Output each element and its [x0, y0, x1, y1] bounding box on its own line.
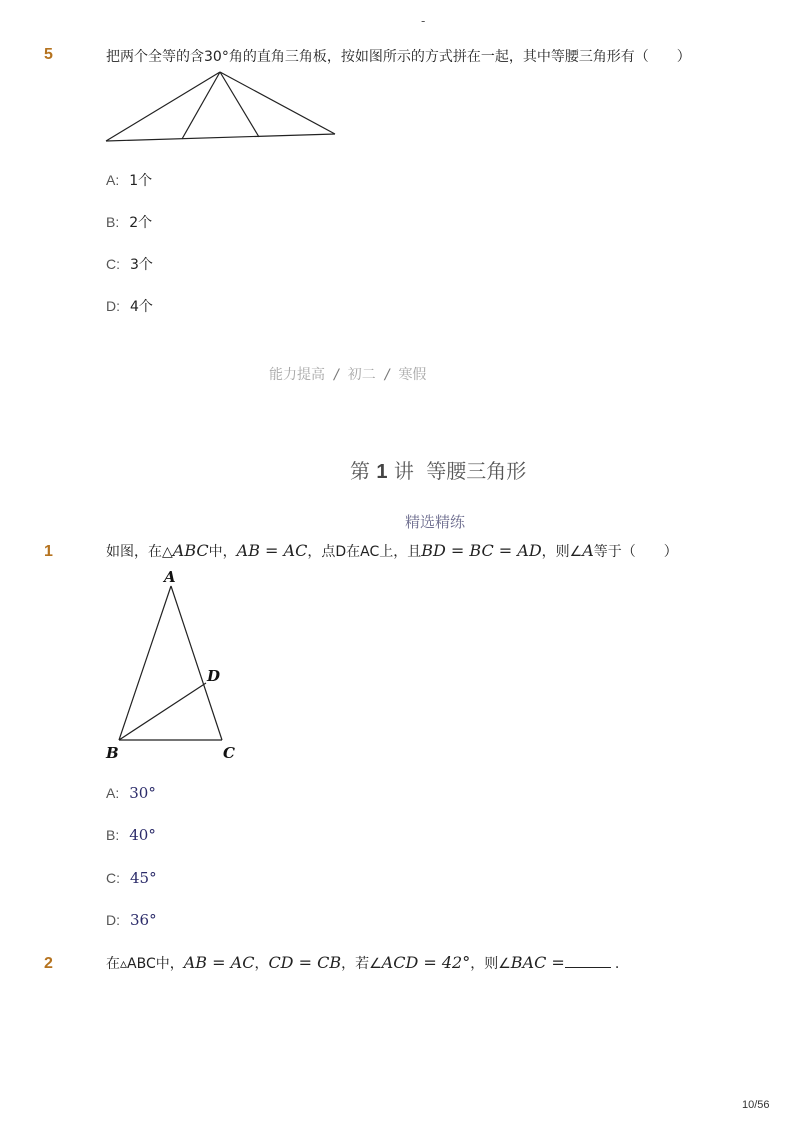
- vertex-label-c: C: [223, 744, 235, 762]
- question-text: [106, 953, 619, 973]
- option-d[interactable]: [106, 911, 157, 929]
- page-number: 10/56: [742, 1099, 770, 1111]
- course-tag-level: 能力提高: [269, 367, 325, 383]
- math-expression: A: [582, 541, 594, 560]
- text-fragment: ，若∠: [341, 956, 382, 972]
- course-tag-grade: 初二: [347, 367, 376, 383]
- lecture-heading: [350, 455, 526, 484]
- text-fragment: 中，: [208, 544, 237, 560]
- text-fragment: 如图，在△: [106, 544, 173, 560]
- lecture-prefix: 第: [350, 459, 370, 483]
- section-heading: 精选精练: [405, 513, 466, 531]
- option-letter: D:: [106, 912, 120, 928]
- question-number: 1: [44, 543, 53, 560]
- course-tag: [269, 364, 426, 384]
- option-value: 30°: [129, 784, 156, 802]
- math-expression: ACD = 42°: [381, 953, 471, 972]
- option-letter: C:: [106, 256, 120, 272]
- question-figure-triangles: [100, 68, 345, 148]
- question-text: 把两个全等的含30°角的直角三角板，按如图所示的方式拼在一起，其中等腰三角形有（ ）: [106, 49, 691, 65]
- math-expression: AB = AC: [236, 541, 308, 560]
- option-letter: A:: [106, 172, 120, 188]
- option-b[interactable]: [106, 212, 152, 232]
- lecture-title: 等腰三角形: [426, 459, 527, 483]
- option-letter: A:: [106, 785, 120, 801]
- math-expression: ABC: [172, 541, 209, 560]
- option-c[interactable]: [106, 869, 157, 887]
- text-fragment: .: [614, 956, 620, 972]
- option-letter: B:: [106, 214, 120, 230]
- option-b[interactable]: [106, 826, 156, 844]
- option-a[interactable]: [106, 784, 156, 802]
- math-expression: BD = BC = AD: [421, 541, 542, 560]
- course-tag-term: 寒假: [398, 367, 427, 383]
- text-fragment: ，: [254, 956, 269, 972]
- option-letter: D:: [106, 298, 120, 314]
- text-fragment: ，则∠: [541, 544, 583, 560]
- question-number: 5: [44, 46, 53, 63]
- option-value: 45°: [130, 869, 157, 887]
- math-expression: CD = CB: [268, 953, 342, 972]
- answer-blank[interactable]: [565, 953, 611, 968]
- option-value: 1个: [129, 173, 153, 189]
- course-tag-separator: /: [384, 367, 390, 383]
- option-letter: C:: [106, 870, 120, 886]
- vertex-label-d: D: [207, 667, 221, 685]
- text-fragment: 等于（ ）: [593, 544, 678, 560]
- course-tag-separator: /: [334, 367, 339, 383]
- option-value: 36°: [130, 911, 157, 929]
- lecture-number: 1: [376, 461, 388, 483]
- option-value: 2个: [129, 215, 153, 231]
- option-value: 3个: [130, 257, 153, 273]
- vertex-label-a: A: [164, 568, 176, 586]
- text-fragment: ，点D在AC上，且: [307, 544, 422, 560]
- option-letter: B:: [106, 827, 120, 843]
- math-expression: AB = AC: [183, 953, 255, 972]
- text-fragment: 在▵ABC中，: [106, 956, 184, 972]
- option-value: 40°: [129, 826, 156, 844]
- option-value: 4个: [130, 299, 153, 315]
- lecture-suffix: 讲: [393, 459, 414, 483]
- vertex-label-b: B: [106, 744, 119, 762]
- question-number: 2: [44, 955, 53, 972]
- question-text: [106, 541, 678, 561]
- option-d[interactable]: [106, 296, 153, 316]
- option-c[interactable]: [106, 254, 153, 274]
- math-expression: BAC =: [510, 953, 565, 972]
- text-fragment: ，则∠: [470, 956, 511, 972]
- question-figure-triangle-abcd: [100, 564, 250, 764]
- top-mark: -: [421, 14, 426, 28]
- option-a[interactable]: [106, 170, 152, 190]
